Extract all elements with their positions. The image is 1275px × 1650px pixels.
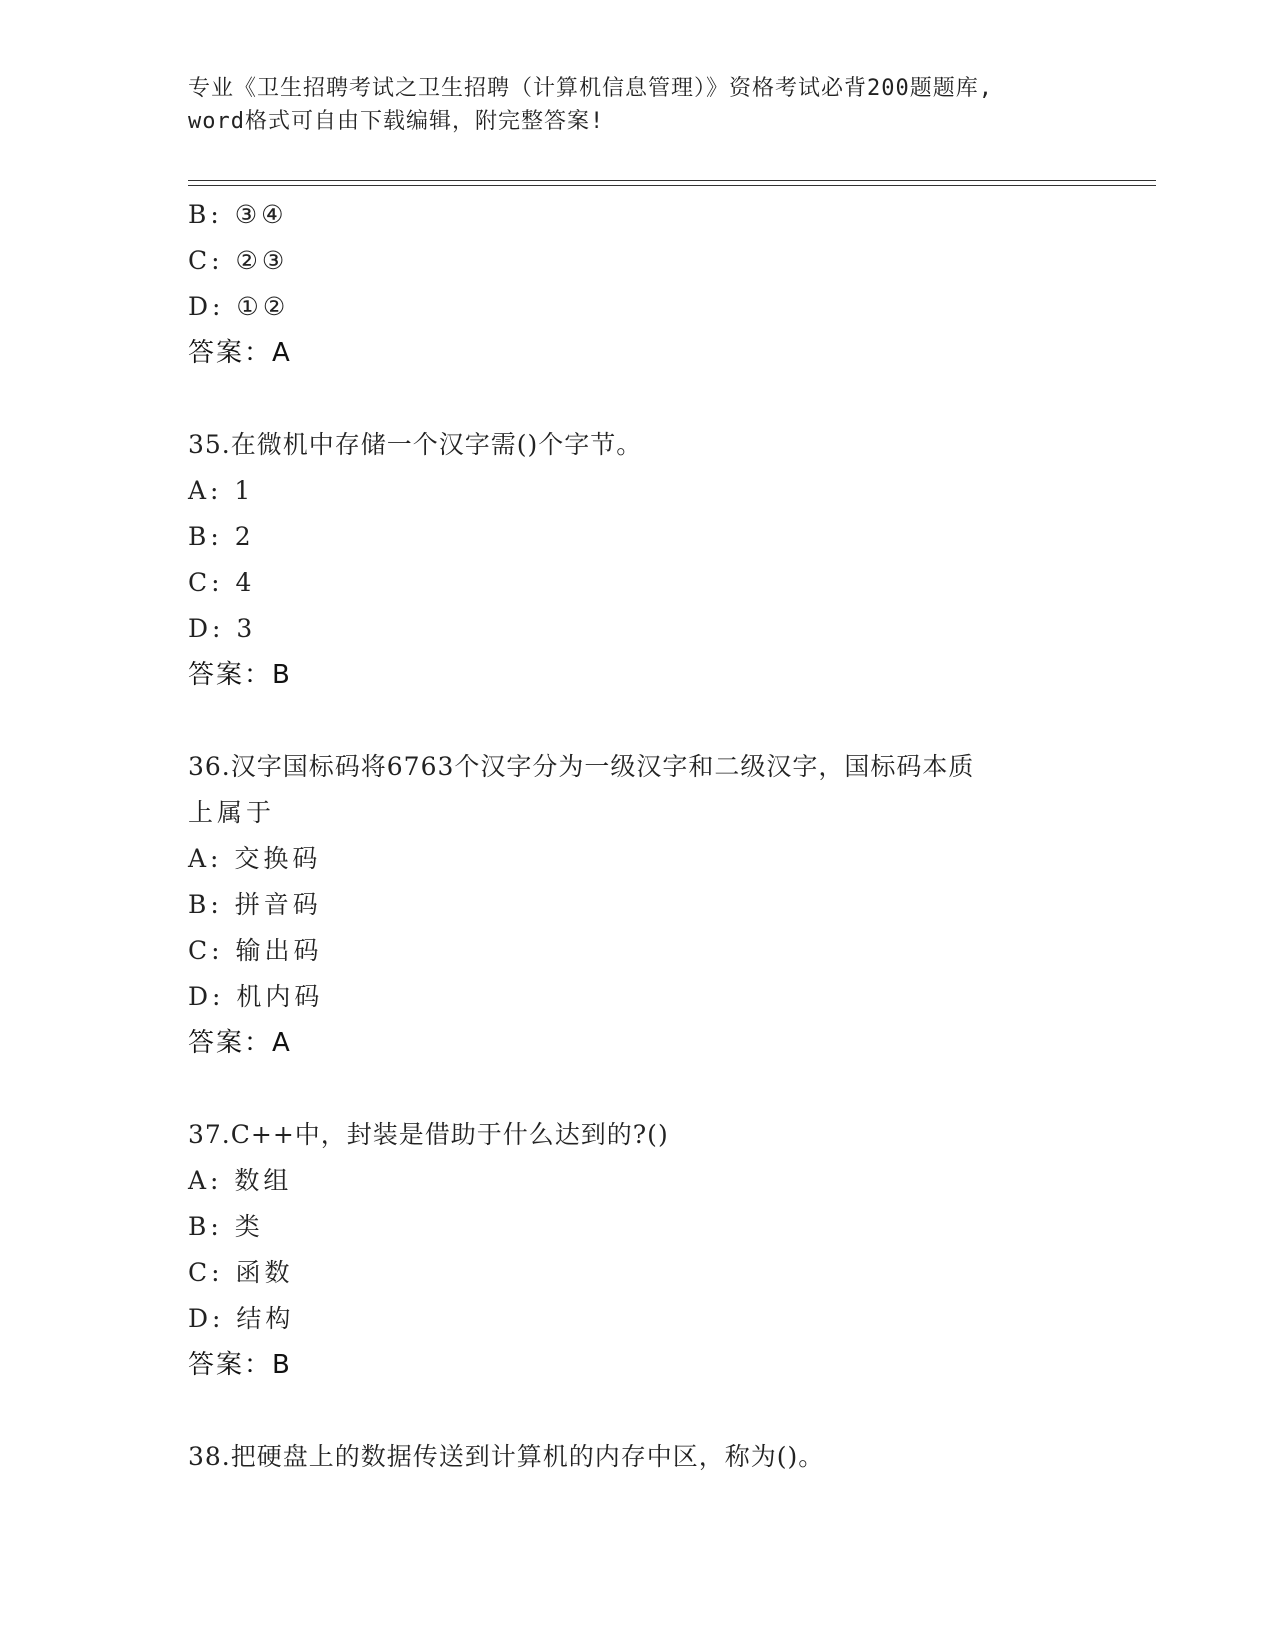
document-header	[188, 72, 1088, 138]
option-b: B: 2	[188, 522, 255, 551]
option-c: C: ②③	[188, 246, 289, 275]
header-title-line-2: word格式可自由下载编辑，附完整答案!	[188, 109, 605, 134]
spacer	[188, 1388, 1128, 1434]
question-list	[188, 192, 1128, 1480]
option-b: B: ③④	[188, 200, 288, 229]
option-b: B: 类	[188, 1212, 264, 1241]
spacer	[188, 1066, 1128, 1112]
question-stem: 36.汉字国标码将6763个汉字分为一级汉字和二级汉字，国标码本质	[188, 752, 975, 781]
answer-line: 答案：A	[188, 338, 292, 368]
question-stem: 35.在微机中存储一个汉字需()个字节。	[188, 430, 643, 459]
spacer	[188, 698, 1128, 744]
option-d: D: 机内码	[188, 982, 324, 1011]
option-a: A: 1	[188, 476, 255, 505]
option-c: C: 函数	[188, 1258, 294, 1287]
question-35	[188, 422, 1128, 698]
question-stem: 37.C++中，封装是借助于什么达到的?()	[188, 1120, 669, 1149]
option-b: B: 拼音码	[188, 890, 322, 919]
answer-line: 答案：A	[188, 1028, 292, 1058]
question-37	[188, 1112, 1128, 1388]
option-d: D: ①②	[188, 292, 290, 321]
answer-line: 答案：B	[188, 1350, 292, 1380]
header-title-line-1: 专业《卫生招聘考试之卫生招聘（计算机信息管理）》资格考试必背200题题库,	[188, 76, 993, 101]
option-d: D: 3	[188, 614, 257, 643]
option-c: C: 输出码	[188, 936, 323, 965]
question-stem: 38.把硬盘上的数据传送到计算机的内存中区，称为()。	[188, 1442, 825, 1471]
question-38	[188, 1434, 1128, 1480]
spacer	[188, 376, 1128, 422]
option-a: A: 数组	[188, 1166, 293, 1195]
answer-line: 答案：B	[188, 660, 292, 690]
question-36	[188, 744, 1128, 1066]
option-c: C: 4	[188, 568, 256, 597]
prev-question-block	[188, 192, 1128, 376]
header-divider-top	[188, 180, 1156, 181]
option-d: D: 结构	[188, 1304, 295, 1333]
option-a: A: 交换码	[188, 844, 322, 873]
header-divider-bottom	[188, 185, 1156, 186]
question-stem-continued: 上属于	[188, 798, 276, 827]
